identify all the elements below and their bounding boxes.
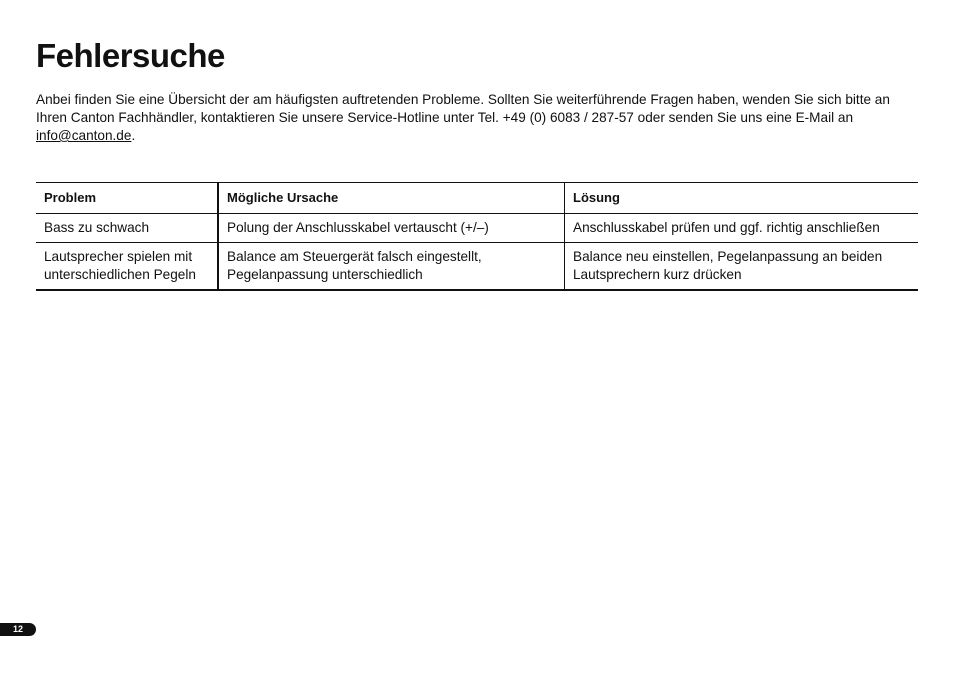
page-number-badge: 12 xyxy=(0,623,36,636)
intro-text: Anbei finden Sie eine Übersicht der am häufigsten auftretenden Probleme. Sollten Sie weiterführende Fragen haben, wenden Sie sich bitte an Ihren Canton Fachhändler, kontaktieren Sie unsere Service-Hotline unter Tel. +49 (0) 6083 / 287-57 oder senden Sie uns eine E-Mail an xyxy=(36,92,890,125)
cell-cause: Balance am Steuergerät falsch eingestellt, Pegelanpassung unterschiedlich xyxy=(218,243,565,291)
header-problem: Problem xyxy=(36,183,218,214)
intro-end: . xyxy=(131,128,136,143)
header-solution: Lösung xyxy=(573,190,620,205)
cell-cause: Polung der Anschlusskabel vertauscht (+/–) xyxy=(218,214,565,243)
intro-paragraph xyxy=(36,91,896,145)
cell-solution: Balance neu einstellen, Pegelanpassung an beiden Lautsprechern kurz drücken xyxy=(573,249,883,282)
cell-solution: Anschlusskabel prüfen und ggf. richtig anschließen xyxy=(573,220,880,235)
table-row xyxy=(36,243,918,291)
header-cause: Mögliche Ursache xyxy=(218,183,565,214)
troubleshooting-table xyxy=(36,182,918,291)
table-row xyxy=(36,214,918,243)
email-link[interactable]: info@canton.de xyxy=(36,128,132,143)
page-title: Fehlersuche xyxy=(36,37,225,74)
cell-problem: Bass zu schwach xyxy=(36,214,218,243)
table-header-row xyxy=(36,183,918,214)
cell-problem: Lautsprecher spielen mit unterschiedlichen Pegeln xyxy=(36,243,218,291)
